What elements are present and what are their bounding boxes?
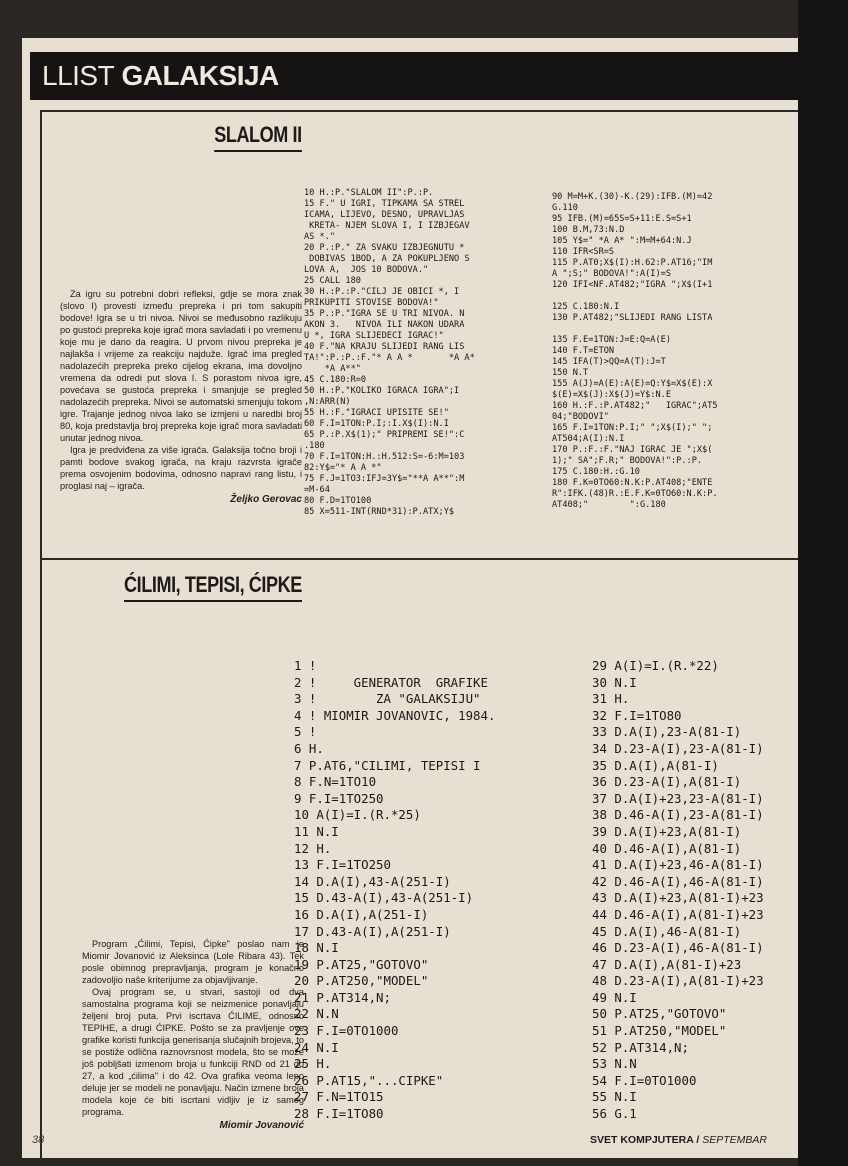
code-line: 175 C.180:H.:G.10: [552, 467, 640, 477]
code-line: 90 M=M+K.(30)-K.(29):IFB.(M)=42: [552, 192, 713, 202]
code-line: 45 C.180:R=0: [304, 375, 367, 385]
code-line: 100 B.M,73:N.D: [552, 225, 625, 235]
page-number: 38: [32, 1134, 45, 1146]
code-line: 22 N.N: [294, 1006, 339, 1022]
code-line: 10 H.:P."SLALOM II":P.:P.: [304, 188, 434, 198]
code-line: 49 N.I: [592, 989, 637, 1005]
code-line: 42 D.46-A(I),46-A(81-I): [592, 873, 764, 889]
code-line: .180: [304, 441, 325, 451]
code-line: [552, 291, 718, 302]
code-line: 135 F.E=1TON:J=E:Q=A(E): [552, 335, 671, 345]
code-line: AKON 3. NIVOA ILI NAKON UDARA: [304, 320, 465, 330]
paragraph: Za igru su potrebni dobri refleksi, gdje se mora znak (slovo I) provesti između prepreka i pri tom sakupiti bodove! Igra se u tri nivoa. Nivoi se međusobno razlikuju po gustoći prepreka koje igrač mora savladati i po vremenu koje mu je dano da reagira. U prvom nivou prepreka je najlakša i vrijeme za reakciju najduže. Igrač ima pregled nadolazećih prepreka preko cijelog ekrana, ima dovoljno vremena da odredi put slova I. S porastom nivoa igre, povećava se gustoća prepreka i smanjuje se pregled nadolazećih prepreka. Nivoi se automatski smenjuju tokom igre. Trajanje jednog nivoa lako se izmjeni u naredbi broj 80, koja predstavlja broj prepreka koje igrač mora savladati unutar jednog nivoa.: [60, 289, 302, 443]
code-line: LOVA A, JOS 10 BODOVA.": [304, 265, 429, 275]
code-line: 51 P.AT250,"MODEL": [592, 1023, 727, 1039]
code-line: =M-64: [304, 485, 330, 495]
code-line: 21 P.AT314,N;: [294, 989, 391, 1005]
code-line: 40 F."NA KRAJU SLIJEDI RANG LIS: [304, 342, 465, 352]
code-line: 48 D.23-A(I),A(81-I)+23: [592, 973, 764, 989]
code-line: 50 H.:P."KOLIKO IGRACA IGRA";I: [304, 386, 460, 396]
code-line: 15 F." U IGRI, TIPKAMA SA STREL: [304, 199, 465, 209]
article-title: ĆILIMI, TEPISI, ĆIPKE: [124, 572, 302, 602]
code-listing-right: [552, 192, 718, 511]
code-line: R":IFK.(48)R.:E.F.K=0TO60:N.K:P.: [552, 489, 718, 499]
code-listing-left: [304, 188, 475, 518]
code-line: 37 D.A(I)+23,23-A(81-I): [592, 790, 764, 806]
code-line: 45 D.A(I),46-A(81-I): [592, 923, 742, 939]
code-line: 3 ! ZA "GALAKSIJU": [294, 691, 481, 707]
code-line: 60 F.I=1TON:P.I;:I.X$(I):N.I: [304, 419, 449, 429]
brand-name: GALAKSIJA: [121, 60, 279, 91]
article-body: [82, 938, 304, 1132]
code-line: 44 D.46-A(I),A(81-I)+23: [592, 906, 764, 922]
issue-month: SEPTEMBAR: [702, 1134, 767, 1146]
code-line: 30 N.I: [592, 674, 637, 690]
code-line: 20 P.:P." ZA SVAKU IZBJEGNUTU *: [304, 243, 465, 253]
magazine-name: SVET KOMPJUTERA / SEPTEMBAR: [590, 1134, 767, 1146]
code-line: 1 !: [294, 658, 317, 673]
code-line: 46 D.23-A(I),46-A(81-I): [592, 940, 764, 956]
code-line: 25 CALL 180: [304, 276, 361, 286]
code-line: 29 A(I)=I.(R.*22): [592, 658, 719, 673]
code-line: 6 H.: [294, 740, 324, 756]
code-line: 115 P.AT0;X$(I):H.62:P.AT16;"IM: [552, 258, 713, 268]
code-line: 24 N.I: [294, 1039, 339, 1055]
code-line: 39 D.A(I)+23,A(81-I): [592, 823, 742, 839]
code-line: 150 N.T: [552, 368, 589, 378]
code-line: 10 A(I)=I.(R.*25): [294, 807, 421, 823]
code-line: 35 D.A(I),A(81-I): [592, 757, 719, 773]
code-line: 13 F.I=1TO250: [294, 857, 391, 873]
code-line: 165 F.I=1TON:P.I;" ";X$(I);" ";: [552, 423, 713, 433]
code-line: U *, IGRA SLIJEDECI IGRAC!": [304, 331, 444, 341]
code-line: 125 C.180:N.I: [552, 302, 620, 312]
code-line: 9 F.I=1TO250: [294, 790, 384, 806]
code-line: 155 A(J)=A(E):A(E)=Q:Y$=X$(E):X: [552, 379, 713, 389]
brand-prefix: LLIST: [42, 60, 115, 91]
code-line: 18 N.I: [294, 940, 339, 956]
code-line: 30 H.:P.:P."CILJ JE OBICI *, I: [304, 287, 460, 297]
code-line: DOBIVAS 1BOD, A ZA POKUPLJENO S: [304, 254, 470, 264]
code-line: A ";S;" BODOVA!":A(I)=S: [552, 269, 671, 279]
code-line: 16 D.A(I),A(251-I): [294, 906, 429, 922]
code-line: AT504;A(I):N.I: [552, 434, 625, 444]
code-line: 47 D.A(I),A(81-I)+23: [592, 956, 742, 972]
code-line: $(E)=X$(J):X$(J)=Y$:N.E: [552, 390, 671, 400]
code-line: 140 F.T=ETON: [552, 346, 615, 356]
code-line: 105 Y$=" *A A* ":M=M+64:N.J: [552, 236, 692, 246]
code-line: ICAMA, LIJEVO, DESNO, UPRAVLJAS: [304, 210, 465, 220]
code-line: 52 P.AT314,N;: [592, 1039, 689, 1055]
code-line: 19 P.AT25,"GOTOVO": [294, 956, 429, 972]
code-line: 170 P.:F.:F."NAJ IGRAC JE ";X$(: [552, 445, 713, 455]
code-line: 80 F.D=1TO100: [304, 496, 372, 506]
code-line: 28 F.I=1TO80: [294, 1106, 384, 1122]
code-line: 36 D.23-A(I),A(81-I): [592, 774, 742, 790]
code-line: 40 D.46-A(I),A(81-I): [592, 840, 742, 856]
code-line: 32 F.I=1TO80: [592, 707, 682, 723]
code-line: *A A**": [304, 364, 361, 374]
code-line: 85 X=511-INT(RND*31):P.ATX;Y$: [304, 507, 455, 517]
code-line: 50 P.AT25,"GOTOVO": [592, 1006, 727, 1022]
code-line: 120 IFI<NF.AT482;"IGRA ";X$(I+1: [552, 280, 713, 290]
code-line: 26 P.AT15,"...CIPKE": [294, 1072, 444, 1088]
code-line: 38 D.46-A(I),23-A(81-I): [592, 807, 764, 823]
paragraph: Program „Ćilimi, Tepisi, Ćipke" poslao nam je Miomir Jovanović iz Aleksinca (Lole Ribara 43). Tek posle obimnog prepravljanja, program je konačno zadovoljio naše kriterijume za objavljivanje.: [82, 939, 304, 985]
code-line: 53 N.N: [592, 1056, 637, 1072]
code-line: ,N:ARR(N): [304, 397, 351, 407]
code-line: 54 F.I=0TO1000: [592, 1072, 697, 1088]
code-line: G.110: [552, 203, 578, 213]
code-line: 180 F.K=0TO60:N.K:P.AT408;"ENTE: [552, 478, 713, 488]
code-line: 145 IFA(T)>QQ=A(T):J=T: [552, 357, 666, 367]
code-line: 110 IFR<SR=S: [552, 247, 615, 257]
article-slalom: [40, 110, 798, 560]
code-line: 70 F.I=1TON:H.:H.512:S=-6:M=103: [304, 452, 465, 462]
code-line: 12 H.: [294, 840, 332, 856]
code-line: 5 !: [294, 724, 317, 740]
code-line: 14 D.A(I),43-A(251-I): [294, 873, 451, 889]
code-line: 20 P.AT250,"MODEL": [294, 973, 429, 989]
code-line: 25 H.: [294, 1056, 332, 1072]
article-cilimi: [40, 558, 798, 1158]
paragraph: Igra je predviđena za više igrača. Galaksija točno broji i pamti bodove svakog igrača, na kraju razvrsta igrače prema osvojenim bodovima, odnosno napravi rang listu, i proglasi naj – igrača.: [60, 445, 302, 491]
code-line: 41 D.A(I)+23,46-A(81-I): [592, 857, 764, 873]
code-line: 04;"BODOVI": [552, 412, 609, 422]
code-line: PRIKUPITI STOVISE BODOVA!": [304, 298, 439, 308]
code-line: 17 D.43-A(I),A(251-I): [294, 923, 451, 939]
code-line: 15 D.43-A(I),43-A(251-I): [294, 890, 474, 906]
code-line: 56 G.1: [592, 1106, 637, 1122]
code-line: 55 N.I: [592, 1089, 637, 1105]
code-line: 8 F.N=1TO10: [294, 774, 377, 790]
code-line: 95 IFB.(M)=65S=S+11:E.S=S+1: [552, 214, 692, 224]
code-line: 55 H.:F."IGRACI UPISITE SE!": [304, 408, 449, 418]
code-line: 82:Y$="* A A *": [304, 463, 382, 473]
code-line: 4 ! MIOMIR JOVANOVIC, 1984.: [294, 707, 496, 723]
code-line: [552, 324, 718, 335]
code-listing-left: [294, 658, 495, 1123]
binding-shadow: [798, 0, 848, 1166]
code-line: 31 H.: [592, 691, 630, 707]
article-title: SLALOM II: [214, 122, 302, 152]
paragraph: Ovaj program se, u stvari, sastoji od dva samostalna programa koji se neizmenice ponavljaju željeni broj puta. Prvi iscrtava ĆILIME, odnosno TEPIHE, a drugi ĆIPKE. Pošto se za pravljenje ove grafike koristi funkcija generisanja slučajnih brojeva, to se postiže odlična raznovrsnost modela, što se može još pobljšati izmenom broja u funkciji RND od 21 do 27, a kod „ćilima" i do 42. Ova grafika veoma lepo deluje jer se modeli ne ponavljaju. Način izmene broja modela koje će biti iscrtani vidljiv je iz samog programa.: [82, 987, 304, 1117]
code-line: 27 F.N=1TO15: [294, 1089, 384, 1105]
code-line: 75 F.J=1TO3:IFJ=3Y$="**A A**":M: [304, 474, 465, 484]
code-line: AS *.": [304, 232, 336, 242]
code-line: KRETA- NJEM SLOVA I, I IZBJEGAV: [304, 221, 470, 231]
page-footer: [22, 1128, 798, 1158]
code-line: 35 P.:P."IGRA SE U TRI NIVOA. N: [304, 309, 465, 319]
code-line: 160 H.:F.:P.AT482;" IGRAC";AT5: [552, 401, 718, 411]
code-line: 65 P.:P.X$(1);" PRIPREMI SE!":C: [304, 430, 465, 440]
code-line: AT408;" ":G.180: [552, 500, 666, 510]
code-line: 2 ! GENERATOR GRAFIKE: [294, 674, 488, 690]
magazine-title: SVET KOMPJUTERA: [590, 1134, 694, 1146]
code-line: 23 F.I=0TO1000: [294, 1023, 399, 1039]
code-line: 43 D.A(I)+23,A(81-I)+23: [592, 890, 764, 906]
author-signature: Željko Gerovac: [230, 494, 302, 505]
code-line: 33 D.A(I),23-A(81-I): [592, 724, 742, 740]
magazine-page: [22, 38, 798, 1158]
masthead-bar: [30, 52, 798, 100]
article-body: [60, 288, 302, 506]
code-line: 1);" SA";F.R;" BODOVA!":P.:P.: [552, 456, 703, 466]
masthead-brand: [42, 60, 279, 92]
code-line: 7 P.AT6,"CILIMI, TEPISI I: [294, 757, 481, 773]
author-signature: Miomir Jovanović: [219, 1120, 304, 1131]
code-listing-right: [592, 658, 764, 1123]
code-line: 130 P.AT482;"SLIJEDI RANG LISTA: [552, 313, 713, 323]
code-line: 11 N.I: [294, 823, 339, 839]
code-line: 34 D.23-A(I),23-A(81-I): [592, 740, 764, 756]
code-line: TA!":P.:P.:F."* A A * *A A*: [304, 353, 475, 363]
